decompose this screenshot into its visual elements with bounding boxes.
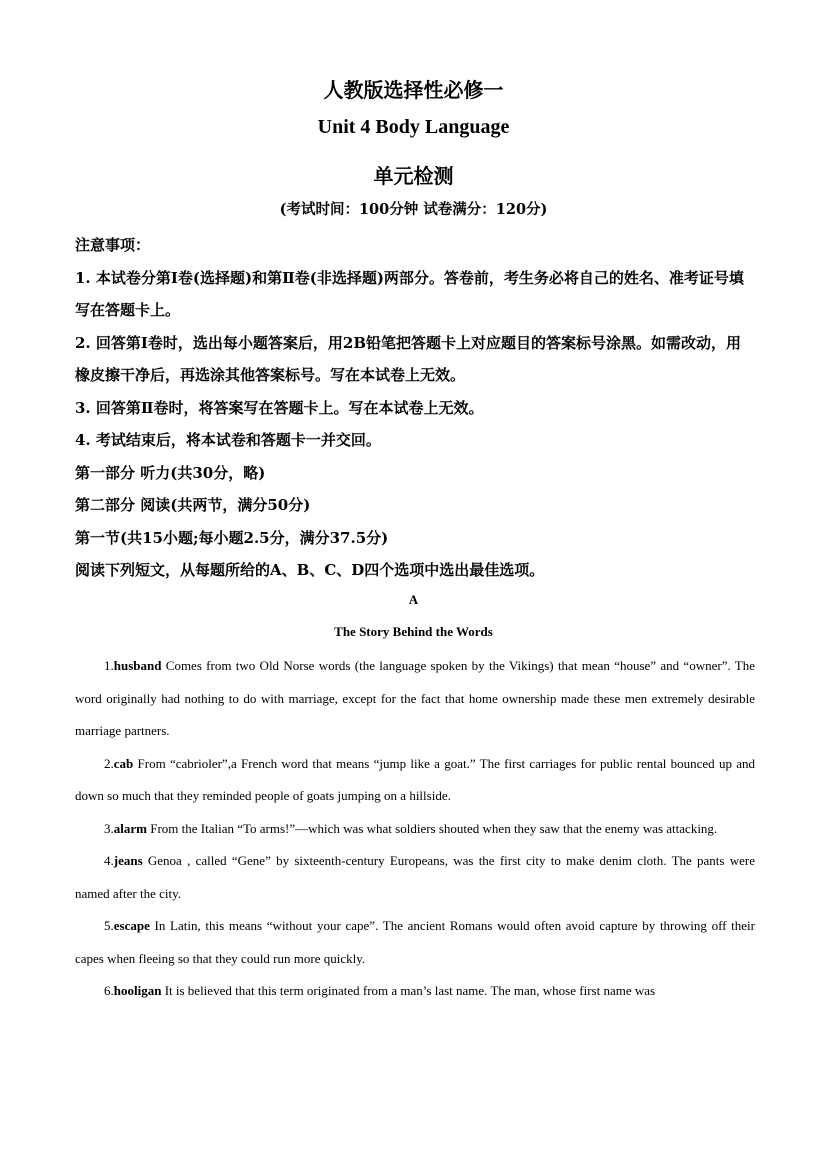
list-item: [75, 975, 755, 1008]
section1-heading: 第一节(共15小题;每小题2.5分，满分37.5分): [75, 528, 389, 547]
part1-heading: 第一部分 听力(共30分，略): [75, 463, 266, 482]
item-text: From “cabrioler”,a French word that means “jump like a goat.” The first carriages for public rental bounced up and down so much that they reminded people of goats jumping on a hillside.: [75, 755, 755, 803]
passage-body: [75, 650, 755, 1008]
list-item: [75, 845, 755, 910]
list-item: [75, 650, 755, 748]
item-text: In Latin, this means “without your cape”. The ancient Romans would often avoid capture by throwing off their capes when fleeing so that they could run more quickly.: [75, 918, 755, 966]
item-number: 6.: [104, 983, 114, 998]
item-text: Genoa , called “Gene” by sixteenth-century Europeans, was the first city to make denim cloth. The pants were named after the city.: [75, 853, 755, 901]
item-word: cab: [113, 755, 134, 771]
item-number: 2.: [104, 755, 114, 771]
item-word: husband: [113, 658, 162, 673]
note-item-3: 3. 回答第Ⅱ卷时，将答案写在答题卡上。写在本试卷上无效。: [75, 398, 484, 417]
item-number: 4.: [104, 853, 114, 868]
test-title: 单元检测: [373, 164, 454, 188]
item-text: Comes from two Old Norse words (the language spoken by the Vikings) that mean “house” and “owner”. The word originally had nothing to do with marriage, except for the fact that home ownership made these men extremely desirable marriage partners.: [75, 658, 755, 738]
unit-title: Unit 4 Body Language: [317, 116, 510, 138]
passage-title: The Story Behind the Words: [334, 624, 493, 639]
reading-instruction: 阅读下列短文，从每题所给的A、B、C、D四个选项中选出最佳选项。: [75, 561, 545, 579]
item-number: 3.: [104, 820, 114, 836]
document-title: 人教版选择性必修一: [323, 78, 504, 102]
note-item-2: 2. 回答第Ⅰ卷时，选出每小题答案后，用2B铅笔把答题卡上对应题目的答案标号涂黑。如需改动，用橡皮擦干净后，再选涂其他答案标号。写在本试卷上无效。: [75, 333, 742, 384]
item-text: From the Italian “To arms!”—which was what soldiers shouted when they saw that the enemy was attacking.: [146, 820, 718, 836]
item-number: 1.: [104, 658, 114, 673]
notes-block: [75, 229, 755, 587]
notes-heading: 注意事项：: [75, 236, 151, 254]
exam-info: (考试时间：100分钟 试卷满分：120分): [279, 201, 548, 218]
item-word: jeans: [113, 853, 143, 868]
item-word: hooligan: [113, 983, 162, 998]
item-text: It is believed that this term originated from a man’s last name. The man, whose first name was: [161, 983, 656, 998]
list-item: [75, 813, 755, 846]
list-item: [75, 910, 755, 975]
note-item-4: 4. 考试结束后，将本试卷和答题卡一并交回。: [75, 431, 381, 449]
item-word: escape: [113, 918, 150, 933]
note-item-1: 1. 本试卷分第Ⅰ卷(选择题)和第Ⅱ卷(非选择题)两部分。答卷前，考生务必将自己的姓名、准考证号填写在答题卡上。: [75, 268, 744, 319]
part2-heading: 第二部分 阅读(共两节，满分50分): [75, 496, 311, 514]
list-item: [75, 748, 755, 813]
passage-label: A: [408, 592, 419, 607]
item-number: 5.: [104, 918, 114, 933]
item-word: alarm: [113, 820, 147, 836]
